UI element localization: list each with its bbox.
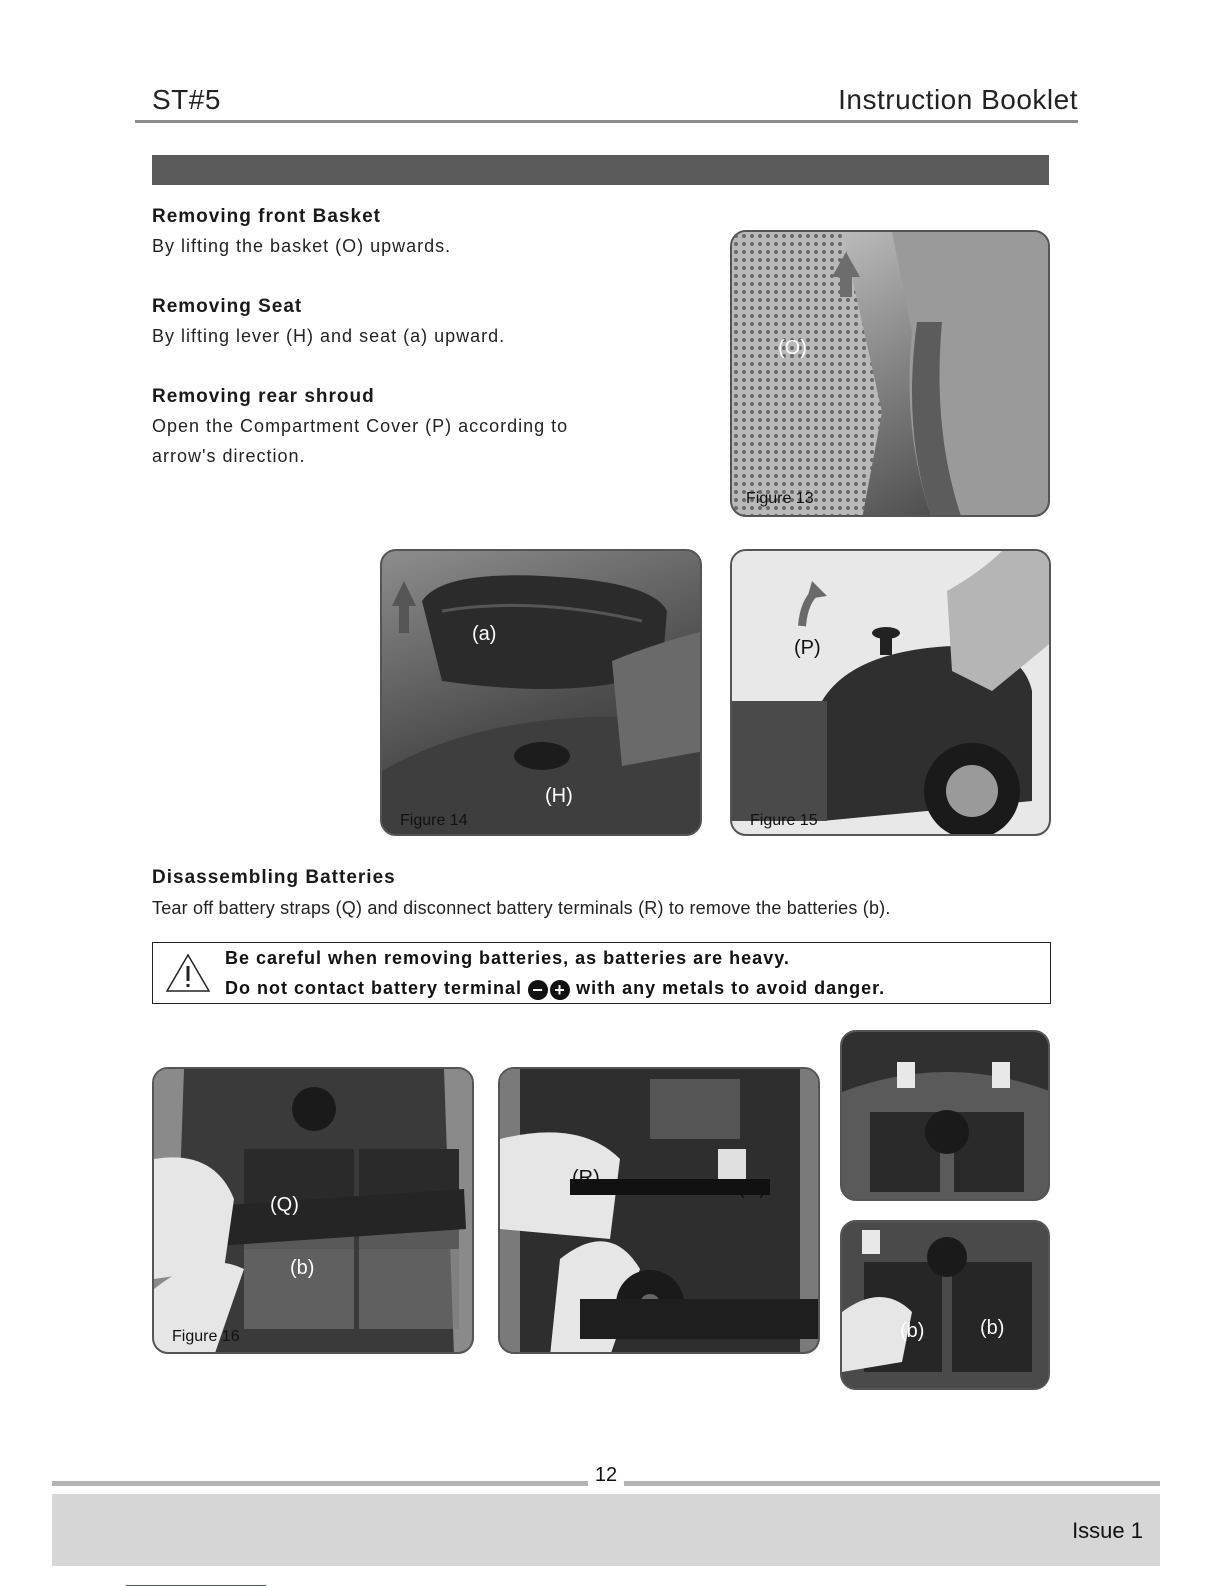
header-model: ST#5 [152,84,221,115]
terminal-photo [498,1067,820,1354]
label-r-right: (R) [738,1177,766,1199]
shroud-heading: Removing rear shroud [152,386,375,407]
figure-16-caption: Figure 16 [172,1328,240,1345]
warning-triangle-icon [165,953,211,993]
battery-compartment-illustration [842,1032,1050,1201]
warning-line-1: Be careful when removing batteries, as batteries are heavy. [225,948,790,968]
battery-removal-illustration [842,1222,1050,1390]
label-h: (H) [545,785,573,807]
basket-illustration [732,232,1050,517]
shroud-illustration [732,551,1051,836]
figure-13-caption: Figure 13 [746,490,814,507]
figure-15-caption: Figure 15 [750,812,818,829]
warning-line-2-pre: Do not contact battery terminal [225,978,523,998]
plus-terminal-icon: + [550,980,570,1000]
shroud-text-line1: Open the Compartment Cover (P) according to [152,416,569,436]
batteries-text: Tear off battery straps (Q) and disconnect battery terminals (R) to remove the batteries (b). [152,898,891,918]
label-r-left: (R) [572,1167,600,1189]
figure-13-photo [730,230,1050,517]
label-b: (b) [290,1257,315,1279]
page-number: 12 [588,1460,624,1490]
shroud-text-line2: arrow's direction. [152,446,306,466]
warning-line-2 [225,978,885,1000]
section-bar [152,155,1049,185]
figure-15-photo [730,549,1051,836]
battery-strap-illustration [154,1069,474,1354]
warning-line-2-post: with any metals to avoid danger. [576,978,886,998]
basket-heading: Removing front Basket [152,206,381,227]
footer-band [52,1494,1160,1566]
seat-text: By lifting lever (H) and seat (a) upward. [152,326,506,346]
seat-illustration [382,551,702,836]
battery-removal-photo [840,1220,1050,1390]
seat-heading: Removing Seat [152,296,303,317]
minus-terminal-icon: − [528,980,548,1000]
figure-14-caption: Figure 14 [400,812,468,829]
header-rule [135,120,1078,123]
label-a: (a) [472,623,497,645]
label-b-right: (b) [980,1317,1005,1339]
figure-14-photo [380,549,702,836]
issue-label: Issue 1 [1072,1518,1143,1543]
label-q: (Q) [270,1194,299,1216]
batteries-heading: Disassembling Batteries [152,867,396,888]
battery-compartment-photo [840,1030,1050,1201]
battery-terminal-illustration [500,1069,820,1354]
header-title: Instruction Booklet [838,84,1078,115]
basket-text: By lifting the basket (O) upwards. [152,236,452,256]
label-b-left: (b) [900,1320,925,1342]
label-o: (O) [778,337,807,359]
figure-16-photo [152,1067,474,1354]
warning-box [152,942,1051,1004]
label-p: (P) [794,637,821,659]
